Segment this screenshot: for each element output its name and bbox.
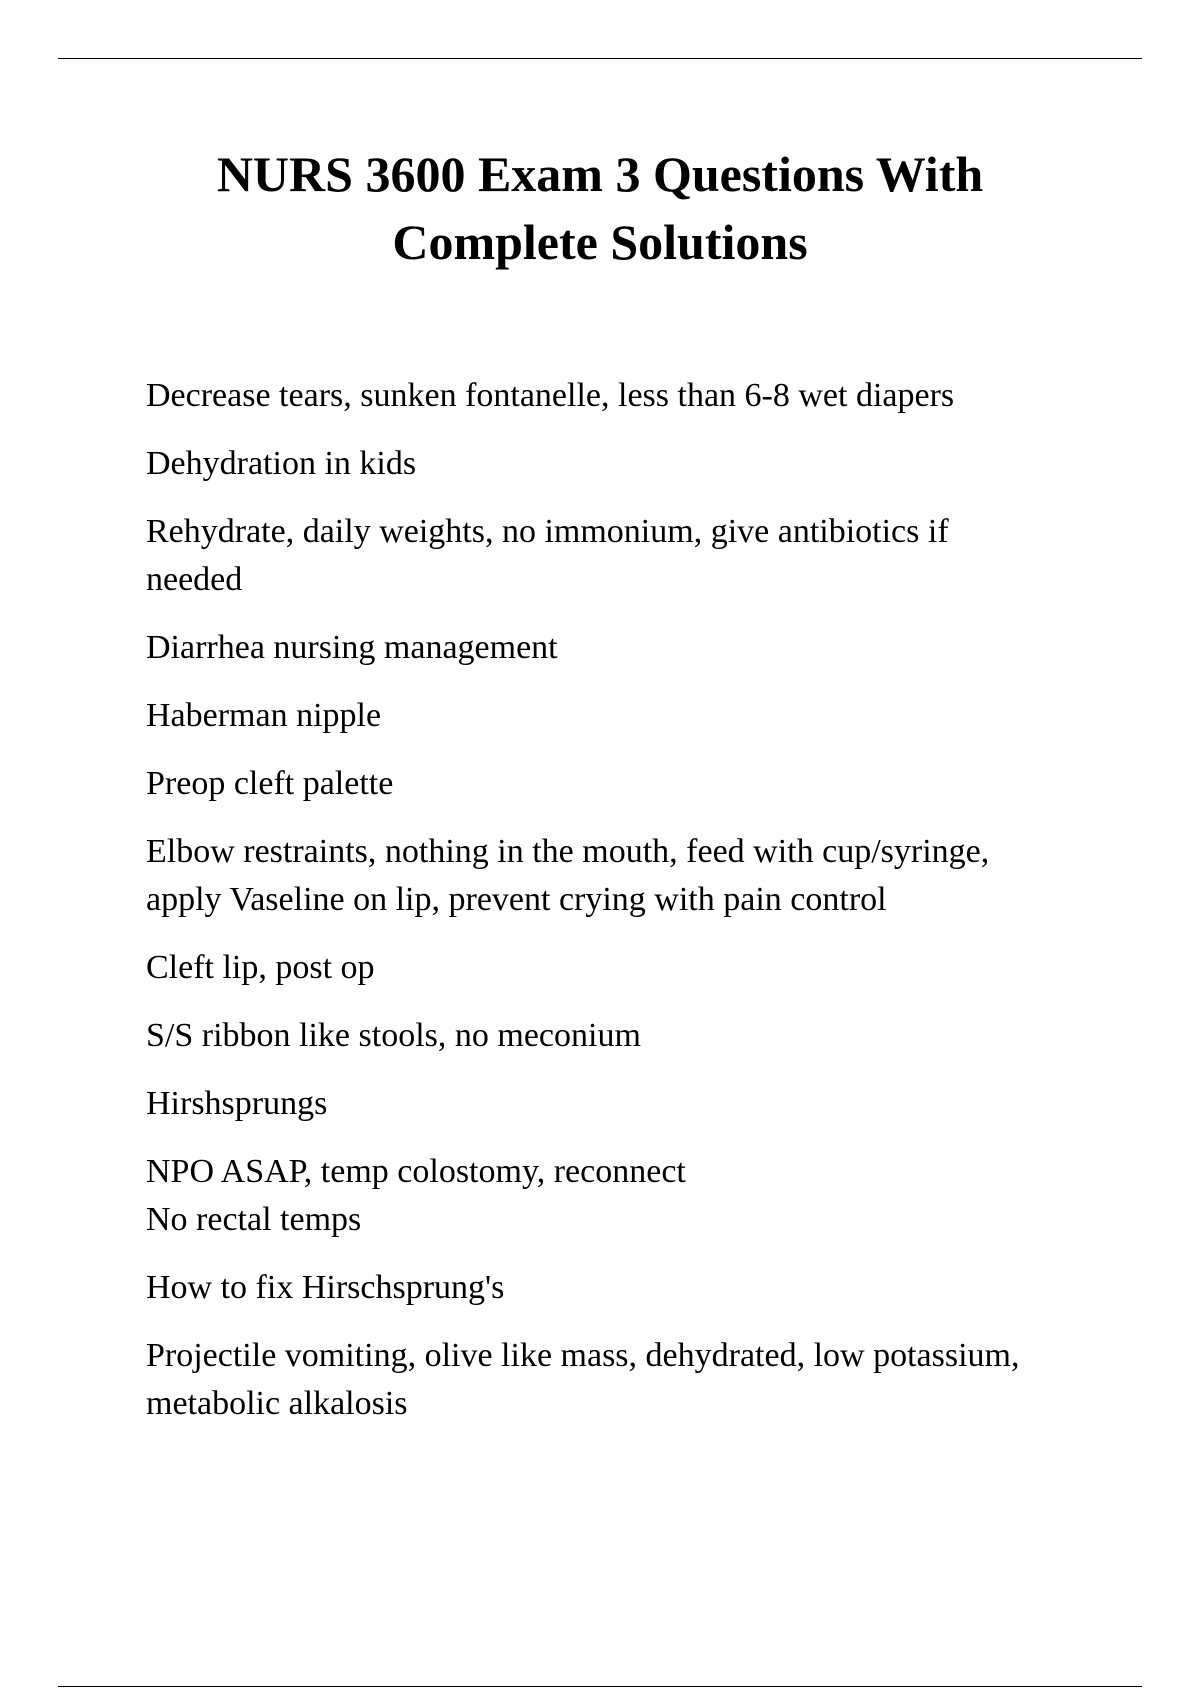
entry-line: Projectile vomiting, olive like mass, dehydrated, low potassium, <box>146 1337 1020 1374</box>
entry-answer <box>146 828 1106 924</box>
entry-line: Preop cleft palette <box>146 765 394 802</box>
entry-line: Haberman nipple <box>146 697 382 734</box>
document-title <box>100 140 1100 276</box>
bottom-divider <box>58 1686 1142 1687</box>
entry-line: No rectal temps <box>146 1201 362 1238</box>
entry-answer <box>146 372 1106 420</box>
entry-question <box>146 1080 1106 1128</box>
entry-answer <box>146 692 1106 740</box>
entry-line: Dehydration in kids <box>146 445 417 482</box>
entry-question <box>146 760 1106 808</box>
entry-line: needed <box>146 561 243 598</box>
entry-answer <box>146 1148 1106 1244</box>
entry-question <box>146 624 1106 672</box>
entry-answer <box>146 1332 1106 1428</box>
entry-line: Rehydrate, daily weights, no immonium, give antibiotics if <box>146 513 949 550</box>
entry-line: Hirshsprungs <box>146 1085 328 1122</box>
top-divider <box>58 58 1142 59</box>
entry-line: Elbow restraints, nothing in the mouth, feed with cup/syringe, <box>146 833 990 870</box>
entry-question <box>146 944 1106 992</box>
entry-line: Diarrhea nursing management <box>146 629 558 666</box>
entry-line: Decrease tears, sunken fontanelle, less than 6-8 wet diapers <box>146 377 955 414</box>
entry-answer <box>146 1012 1106 1060</box>
title-line-1: NURS 3600 Exam 3 Questions With <box>216 146 984 202</box>
entry-question <box>146 1264 1106 1312</box>
qa-entry-list <box>146 372 1106 1448</box>
entry-line: How to fix Hirschsprung's <box>146 1269 505 1306</box>
entry-line: NPO ASAP, temp colostomy, reconnect <box>146 1153 686 1190</box>
entry-answer <box>146 508 1106 604</box>
entry-question <box>146 440 1106 488</box>
entry-line: Cleft lip, post op <box>146 949 375 986</box>
entry-line: S/S ribbon like stools, no meconium <box>146 1017 641 1054</box>
entry-line: metabolic alkalosis <box>146 1385 408 1422</box>
entry-line: apply Vaseline on lip, prevent crying with pain control <box>146 881 887 918</box>
title-line-2: Complete Solutions <box>392 214 808 270</box>
